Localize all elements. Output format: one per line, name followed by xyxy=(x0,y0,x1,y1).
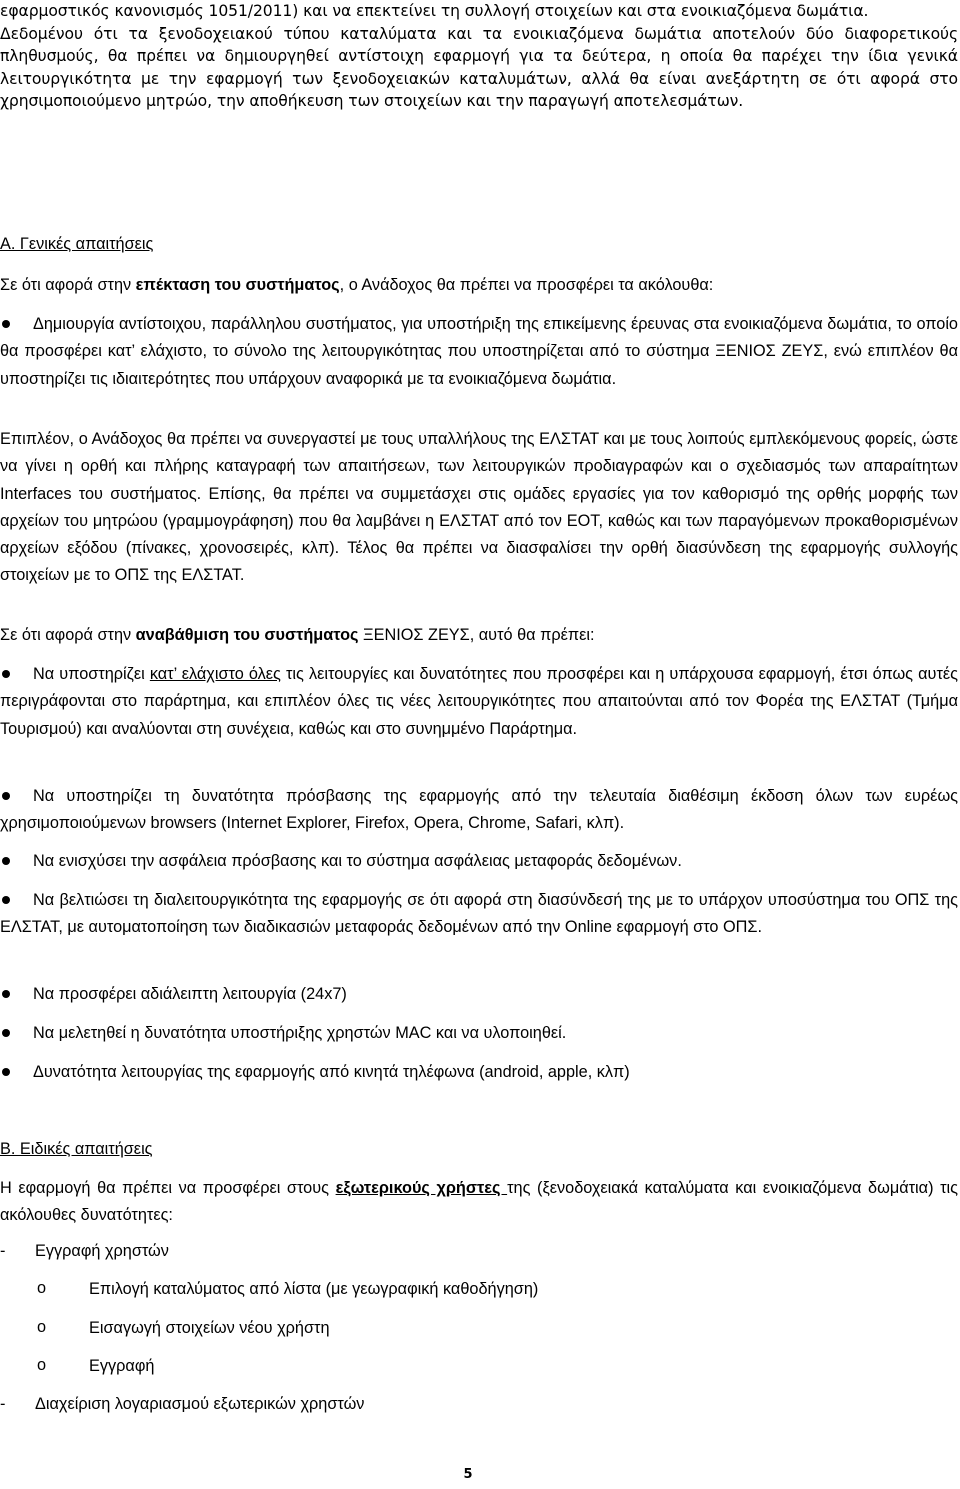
bullet-item: Δημιουργία αντίστοιχου, παράλληλου συστήματος, για υποστήριξη της επικείμενης έρευνας στα ενοικιαζόμενα δωμάτια, το οποίο θα προσφέρει κατ’ ελάχιστο, το σύνολο της λειτουργικότητας που υποστηρίζεται από το σύστημα ΞΕΝΙΟΣ ΖΕΥΣ, ενώ επιπλέον θα υποστηρίζει τις ιδιαιτερότητες που υπάρχουν αναφορικά με τα ενοικιαζόμενα δωμάτια. xyxy=(0,315,958,388)
page-number: 5 xyxy=(463,1467,473,1482)
paragraph-cooperation: Επιπλέον, ο Ανάδοχος θα πρέπει να συνεργαστεί με τους υπαλλήλους της ΕΛΣΤΑΤ και με τους λοιπούς εμπλεκόμενους φορείς, ώστε να γίνει η ορθή και πλήρης καταγραφή των απαιτήσεων, των λειτουργικών προδιαγραφών και ο σχεδιασμός των απαραίτητων Interfaces του συστήματος. Επίσης, θα πρέπει να συμμετάσχει στις ομάδες εργασίες για τον καθορισμό της ορθής μορφής των αρχείων του μητρώου (γραμμογράφηση) που θα λαμβάνει η ΕΛΣΤΑΤ από τον ΕΟΤ, καθώς και των παραγόμενων προκαθορισμένων αρχείων εξόδου (πίνακες, χρονοσειρές, κλπ). Τέλος θα πρέπει να διασφαλίσει την ορθή διασύνδεση της εφαρμογής συλλογής στοιχείων με το ΟΠΣ της ΕΛΣΤΑΤ. xyxy=(0,430,958,585)
underlined-phrase: κατ’ ελάχιστο όλες xyxy=(149,665,281,683)
section-b-lead: Η εφαρμογή θα πρέπει να προσφέρει στους εξωτερικούς χρήστες της (ξενοδοχειακά καταλύματα και ενοικιαζόμενα δωμάτια) τις ακόλουθες δυνατότητες: xyxy=(0,1179,959,1225)
circle-marker-icon: o xyxy=(37,1356,47,1374)
bullet-dot-icon xyxy=(2,792,10,800)
section-a-heading: Α. Γενικές απαιτήσεις xyxy=(0,235,154,253)
section-a-lead: Σε ότι αφορά στην επέκταση του συστήματος, ο Ανάδοχος θα πρέπει να προσφέρει τα ακόλουθα: xyxy=(0,276,714,294)
bullet-item: Να μελετηθεί η δυνατότητα υποστήριξης χρηστών MAC και να υλοποιηθεί. xyxy=(0,1020,958,1047)
bullet-dot-icon xyxy=(2,857,10,865)
bullet-dot-icon xyxy=(2,990,10,998)
section-b-heading: Β. Ειδικές απαιτήσεις xyxy=(0,1140,153,1158)
circle-marker-icon: o xyxy=(37,1318,47,1336)
bullet-item: Δυνατότητα λειτουργίας της εφαρμογής από κινητά τηλέφωνα (android, apple, κλπ) xyxy=(0,1059,958,1086)
dash-marker: - xyxy=(0,1242,6,1260)
intro-line: εφαρμοστικός κανονισμός 1051/2011) και να επεκτείνει τη συλλογή στοιχείων και στα ενοικιαζόμενα δωμάτια. xyxy=(0,2,869,20)
section-a-lead-upgrade: Σε ότι αφορά στην αναβάθμιση του συστήματος ΞΕΝΙΟΣ ΖΕΥΣ, αυτό θα πρέπει: xyxy=(0,626,595,644)
bullet-item: Να ενισχύσει την ασφάλεια πρόσβασης και το σύστημα ασφάλειας μεταφοράς δεδομένων. xyxy=(0,848,958,875)
bullet-dot-icon xyxy=(2,320,10,328)
document-page: εφαρμοστικός κανονισμός 1051/2011) και να επεκτείνει τη συλλογή στοιχείων και στα ενοικιαζόμενα δωμάτια. Δεδομένου ότι τα ξενοδοχειακού τύπου καταλύματα και τα ενοικιαζόμενα δωμάτια αποτελούν δύο διαφορετικούς πληθυσμούς, θα πρέπει να δημιουργηθεί αντίστοιχη εφαρμογή για τα δεύτερα, η οποία θα παρέχει την ίδια γενικά λειτουργικότητα με την εφαρμογή των ξενοδοχειακών καταλυμάτων, αλλά θα είναι ανεξάρτητη σε ότι αφορά στο χρησιμοποιούμενο μητρώο, την αποθήκευση των στοιχείων και την παραγωγή αποτελεσμάτων. Α. Γενικές απαιτήσεις Σε ότι αφορά στην επέκταση του συστήματος, ο Ανάδοχος θα πρέπει να προσφέρει τα ακόλουθα: Δημιουργία αντίστοιχου, παράλληλου συστήματος, για υποστήριξη της επικείμενης έρευνας στα ενοικιαζόμενα δωμάτια, το οποίο θα προσφέρει κατ’ ελάχιστο, το σύνολο της λειτουργικότητας που υποστηρίζεται από το σύστημα ΞΕΝΙΟΣ ΖΕΥΣ, ενώ επιπλέον θα υποστηρίζει τις ιδιαιτερότητες που υπάρχουν αναφορικά με τα ενοικιαζόμενα δωμάτια. Επιπλέον, ο Ανάδοχος θα πρέπει να συνεργαστεί με τους υπαλλήλους της ΕΛΣΤΑΤ και με τους λοιπούς εμπλεκόμενους φορείς, ώστε να γίνει η ορθή και πλήρης καταγραφή των απαιτήσεων, των λειτουργικών προδιαγραφών και ο σχεδιασμός των απαραίτητων Interfaces του συστήματος. Επίσης, θα πρέπει να συμμετάσχει στις ομάδες εργασίες για τον καθορισμό της ορθής μορφής των αρχείων του μητρώου (γραμμογράφηση) που θα λαμβάνει η ΕΛΣΤΑΤ από τον ΕΟΤ, καθώς και των παραγόμενων προκαθορισμένων αρχείων εξόδου (πίνακες, χρονοσειρές, κλπ). Τέλος θα πρέπει να διασφαλίσει την ορθή διασύνδεση της εφαρμογής συλλογής στοιχείων με το ΟΠΣ της ΕΛΣΤΑΤ. Σε ότι αφορά στην αναβάθμιση του συστήματος ΞΕΝΙΟΣ ΖΕΥΣ, αυτό θα πρέπει: Να υποστηρίζει κατ’ ελάχιστο όλες τις λειτουργίες και δυνατότητες που προσφέρει και η υπάρχουσα εφαρμογή, έτσι όπως αυτές περιγράφονται στο παράρτημα, και επιπλέον όλες τις νέες λειτουργικότητες που απαιτούνται από τον Φορέα της ΕΛΣΤΑΤ (Τμήμα Τουρισμού) και αναλύονται στη συνέχεια, καθώς και στο συνημμένο Παράρτημα. Να υποστηρίζει τη δυνατότητα πρόσβασης της εφαρμογής από την τελευταία διαθέσιμη έκδοση όλων των ευρέως χρησιμοποιούμενων browsers (Internet Explorer, Firefox, Opera, Chrome, Safari, κλπ). Να ενισχύσει την ασφάλεια πρόσβασης και το σύστημα ασφάλειας μεταφοράς δεδομένων. Να βελτιώσει τη διαλειτουργικότητα της εφαρμογής σε ότι αφορά στη διασύνδεσή της με το υπάρχον υποσύστημα του ΟΠΣ της ΕΛΣΤΑΤ, με αυτοματοποίηση των διαδικασιών μεταφοράς δεδομένων από την Online εφαρμογή στο ΟΠΣ. Να προσφέρει αδιάλειπτη λειτουργία (24x7) Να μελετηθεί η δυνατότητα υποστήριξης χρηστών MAC και να υλοποιηθεί. Δυνατότητα λειτουργίας της εφαρμογής από κινητά τηλέφωνα (android, apple, κλπ) Β. Ειδικές απαιτήσεις Η εφαρμογή θα πρέπει να προσφέρει στους εξωτερικούς χρήστες της (ξενοδοχειακά καταλύματα και ενοικιαζόμενα δωμάτια) τις ακόλουθες δυνατότητες: - Εγγραφή χρηστών o Επιλογή καταλύματος από λίστα (με γεωγραφική καθοδήγηση) o Εισαγωγή στοιχείων νέου χρήστη o Εγγραφή - Διαχείριση λογαριασμού εξωτερικών χρηστών 5 xyxy=(0,2,959,1482)
bullet-item: Να προσφέρει αδιάλειπτη λειτουργία (24x7) xyxy=(0,981,958,1008)
emphasis-extension: επέκταση του συστήματος xyxy=(135,276,340,294)
emphasis-external-users: εξωτερικούς χρήστες xyxy=(335,1179,508,1197)
circle-marker-icon: o xyxy=(37,1279,47,1297)
bullet-dot-icon xyxy=(2,1029,10,1037)
emphasis-upgrade: αναβάθμιση του συστήματος xyxy=(135,626,359,644)
bullet-item: Να βελτιώσει τη διαλειτουργικότητα της εφαρμογής σε ότι αφορά στη διασύνδεσή της με το υπάρχον υποσύστημα του ΟΠΣ της ΕΛΣΤΑΤ, με αυτοματοποίηση των διαδικασιών μεταφοράς δεδομένων από την Online εφαρμογή στο ΟΠΣ. xyxy=(0,891,958,937)
bullet-item: Να υποστηρίζει κατ’ ελάχιστο όλες τις λειτουργίες και δυνατότητες που προσφέρει και η υπάρχουσα εφαρμογή, έτσι όπως αυτές περιγράφονται στο παράρτημα, και επιπλέον όλες τις νέες λειτουργικότητες που απαιτούνται από τον Φορέα της ΕΛΣΤΑΤ (Τμήμα Τουρισμού) και αναλύονται στη συνέχεια, καθώς και στο συνημμένο Παράρτημα. xyxy=(0,665,958,738)
bullet-dot-icon xyxy=(2,1068,10,1076)
bullet-item: Να υποστηρίζει τη δυνατότητα πρόσβασης της εφαρμογής από την τελευταία διαθέσιμη έκδοση όλων των ευρέως χρησιμοποιούμενων browsers (Internet Explorer, Firefox, Opera, Chrome, Safari, κλπ). xyxy=(0,787,958,833)
intro-text: Δεδομένου ότι τα ξενοδοχειακού τύπου καταλύματα και τα ενοικιαζόμενα δωμάτια αποτελούν δύο διαφορετικούς πληθυσμούς, θα πρέπει να δημιουργηθεί αντίστοιχη εφαρμογή για τα δεύτερα, η οποία θα παρέχει την ίδια γενικά λειτουργικότητα με την εφαρμογή των ξενοδοχειακών καταλυμάτων, αλλά θα είναι ανεξάρτητη σε ότι αφορά στο χρησιμοποιούμενο μητρώο, την αποθήκευση των στοιχείων και την παραγωγή αποτελεσμάτων. xyxy=(0,24,958,111)
bullet-dot-icon xyxy=(2,670,10,678)
dash-marker: - xyxy=(0,1395,6,1413)
intro-paragraph xyxy=(0,0,958,113)
bullet-dot-icon xyxy=(2,896,10,904)
